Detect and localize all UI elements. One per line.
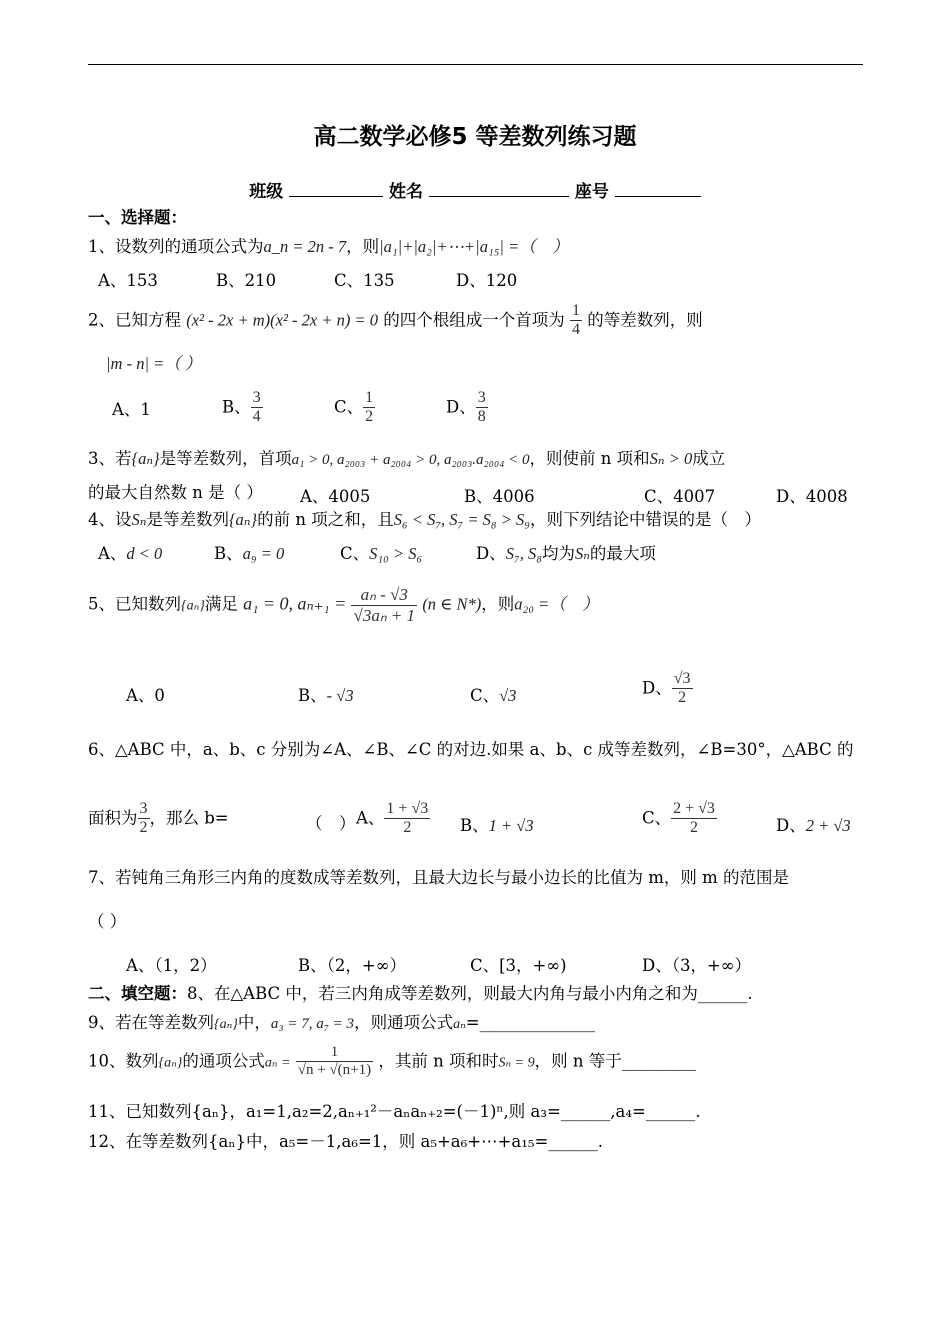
question-11: 11、已知数列{aₙ}，a₁=1,a₂=2,aₙ₊₁²－aₙaₙ₊₂=(－1)ⁿ,则 a₃=______,a₄=______.	[88, 1102, 701, 1121]
question-5: 5、已知数列{aₙ}满足 a₁ = 0, aₙ₊₁ = $\frac{\text{aₙ - √3}}{\text{√3aₙ + 1}}$ (n ∈ N*)，则a₂₀ =（ ）	[88, 585, 599, 625]
q2-stem: 2、已知方程	[88, 310, 181, 330]
q2-line2: |m - n| =（ ）	[106, 354, 202, 373]
q4-option-b: B、a₉ = 0	[214, 544, 285, 563]
q1-stem: 1、设数列的通项公式为	[88, 237, 264, 256]
q6-paren: （ ）	[306, 814, 356, 833]
q6-option-d: D、2 + √3	[776, 816, 851, 835]
section-fill: 二、填空题：	[88, 984, 187, 1003]
q5-option-a: A、0	[126, 686, 165, 705]
q7-option-b: B、（2，+∞）	[298, 956, 406, 975]
q3-option-b: B、4006	[464, 487, 535, 506]
q1-tail: ，则	[346, 237, 380, 256]
q6-option-c: C、 $\frac{2 + √3}{2}$	[642, 800, 715, 837]
question-4: 4、设Sₙ是等差数列{aₙ}的前 n 项之和，且S₆ < S₇, S₇ = S₈ > S₉，则下列结论中错误的是（ ）	[88, 510, 762, 529]
q2-option-b: B、 $\frac{3}{4}$	[222, 389, 261, 426]
q2-mid: 的四个根组成一个首项为	[383, 310, 565, 330]
q1-option-b: B、210	[216, 271, 277, 290]
q1-sum: |a₁|+|a₂|+⋯+|a₁₅| =（ ）	[379, 237, 569, 256]
question-6: 6、△ABC 中，a、b、c 分别为∠A、∠B、∠C 的对边.如果 a、b、c 成等差数列，∠B=30°，△ABC 的	[88, 740, 854, 759]
q2-option-d: D、 $\frac{3}{8}$	[446, 389, 486, 426]
q6-line2: 面积为 $\frac{3}{2}$ ，那么 b=	[88, 800, 229, 837]
q5-option-b: B、- √3	[298, 686, 354, 705]
q3-option-c: C、4007	[644, 487, 716, 506]
q1-formula: a_n = 2n - 7	[263, 237, 347, 256]
question-9: 9、若在等差数列{aₙ}中，a₃ = 7, a₇ = 3，则通项公式aₙ=______________	[88, 1013, 596, 1032]
question-7: 7、若钝角三角形三内角的度数成等差数列，且最大边长与最小边长的比值为 m，则 m 的范围是	[88, 868, 790, 887]
q3-option-a: A、4005	[300, 487, 371, 506]
q5-option-d: D、 $\frac{√3}{2}$	[642, 670, 691, 707]
q3-option-d: D、4008	[776, 487, 848, 506]
q2-option-c: C、 $\frac{1}{2}$	[334, 389, 374, 426]
page-title: 高二数学必修5 等差数列练习题	[313, 124, 637, 150]
q2-tail: 的等差数列，则	[587, 310, 703, 330]
q2-option-a: A、1	[112, 400, 151, 419]
seat-blank	[615, 182, 701, 197]
name-blank	[429, 182, 569, 197]
question-2	[88, 302, 703, 340]
q6-option-b: B、1 + √3	[460, 816, 534, 835]
class-label: 班级	[249, 182, 284, 202]
q7-option-a: A、（1，2）	[126, 956, 217, 975]
q1-option-c: C、135	[334, 271, 395, 290]
question-1	[88, 237, 569, 257]
q4-option-a: A、d < 0	[98, 544, 163, 563]
question-3: 3、若{aₙ}是等差数列，首项a₁ > 0, a₂₀₀₃ + a₂₀₀₄ > 0, a₂₀₀₃.a₂₀₀₄ < 0，则使前 n 项和Sₙ > 0成立	[88, 449, 726, 468]
question-8: 8、在△ABC 中，若三内角成等差数列，则最大内角与最小内角之和为______.	[187, 984, 753, 1003]
q7-option-c: C、[3，+∞)	[470, 956, 567, 975]
seat-label: 座号	[574, 182, 609, 202]
top-rule	[88, 64, 863, 65]
q8-line	[88, 984, 753, 1004]
q4-option-d: D、S₇, S₈均为Sₙ的最大项	[476, 544, 656, 563]
q6-option-a: A、 $\frac{1 + √3}{2}$	[356, 800, 429, 837]
q3-line2: 的最大自然数 n 是（ ）	[88, 483, 263, 502]
q5-option-c: C、√3	[470, 686, 517, 705]
question-12: 12、在等差数列{aₙ}中，a₅=－1,a₆=1，则 a₅+a₆+⋯+a₁₅=______.	[88, 1132, 604, 1151]
q2-first-term: $\frac{1}{4}$	[571, 302, 580, 339]
question-10: 10、数列{aₙ}的通项公式aₙ = $\frac{1}{√n + √(n+1)}$ ，其前 n 项和时Sₙ = 9，则 n 等于_________	[88, 1044, 696, 1079]
section-choice: 一、选择题：	[88, 208, 187, 227]
q7-line2: （ ）	[88, 912, 127, 931]
header-fields	[0, 177, 950, 202]
q1-option-a: A、153	[98, 271, 158, 290]
q2-formula: (x² - 2x + m)(x² - 2x + n) = 0	[186, 310, 378, 330]
class-blank	[289, 182, 383, 197]
q1-option-d: D、120	[456, 271, 518, 290]
name-label: 姓名	[389, 182, 424, 202]
q4-option-c: C、S₁₀ > S₆	[340, 544, 423, 563]
q7-option-d: D、（3，+∞）	[642, 956, 752, 975]
